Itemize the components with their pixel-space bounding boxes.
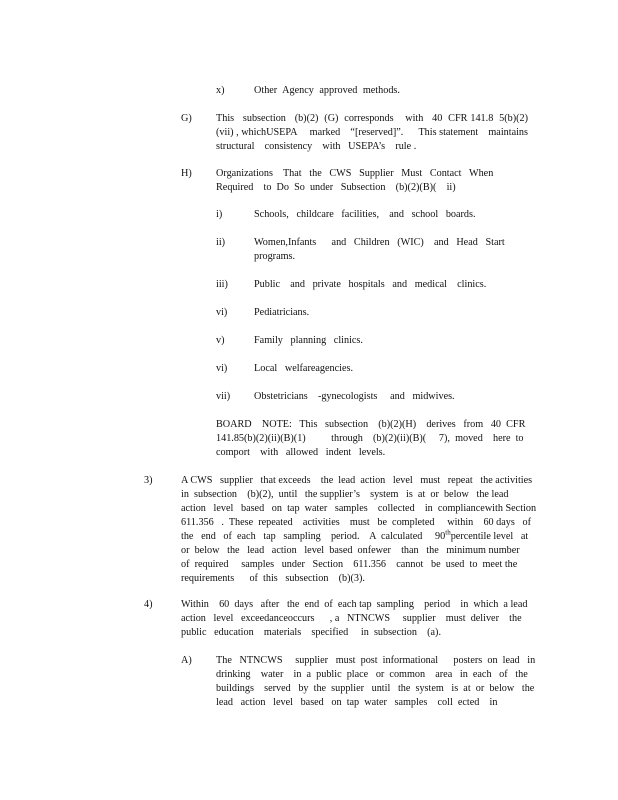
- item-h-label: H): [181, 168, 192, 179]
- item-3-superscript: th: [445, 528, 451, 537]
- h-sub-text: Family planning clinics.: [254, 335, 363, 346]
- h-sub-label: ii): [216, 237, 226, 248]
- item-4-label: 4): [144, 599, 153, 610]
- item-x-text: Other Agency approved methods.: [254, 85, 400, 96]
- item-3-label: 3): [144, 475, 153, 486]
- item-a-text: The NTNCWS supplier must post informational posters on lead in drinking water in a public place or common area in each of the buildings served by the supplier until the system is at or below the lead action level based on tap water samples coll ected in: [216, 655, 538, 708]
- h-sub-text: Public and private hospitals and medical clinics.: [254, 279, 487, 290]
- h-sub-text: Local welfareagencies.: [254, 363, 353, 374]
- h-sub-label: iii): [216, 279, 228, 290]
- h-sub-label: vi): [216, 363, 228, 374]
- item-h-text: Organizations That the CWS Supplier Must Contact When Required to Do So under Subsection (b)(2)(B)( ii): [216, 168, 496, 193]
- h-sub-label: vi): [216, 307, 228, 318]
- item-x-label: x): [216, 85, 225, 96]
- board-note: BOARD NOTE: This subsection (b)(2)(H) derives from 40 CFR 141.85(b)(2)(ii)(B)(1) through (b)(2)(ii)(B)( 7), moved here to comport with allowed indent levels.: [216, 419, 528, 458]
- h-sub-label: i): [216, 209, 223, 220]
- item-a-label: A): [181, 655, 192, 666]
- h-sub-text: Pediatricians.: [254, 307, 310, 318]
- h-sub-text: Obstetricians -gynecologists and midwives.: [254, 391, 455, 402]
- h-sub-label: vii): [216, 391, 231, 402]
- h-sub-text: Schools, childcare facilities, and school boards.: [254, 209, 476, 220]
- item-3-text-b: percentile level at or below the lead action level based onfewer than the minimum number of required samples under Section 611.356 cannot be used to meet the requirements of this subsection (b)(3).: [181, 531, 534, 584]
- item-g-label: G): [181, 113, 192, 124]
- item-3-text-a: A CWS supplier that exceeds the lead action level must repeat the activities in subsection (b)(2), until the supplier’s system is at or below the lead action level based on tap water samples collected in compliancewith Section 611.356 . These repeated activities must be completed within 60 days of the end of each tap sampling period. A calculated 90: [181, 475, 547, 542]
- item-3-text: [181, 474, 547, 586]
- h-sub-label: v): [216, 335, 225, 346]
- item-g-text: This subsection (b)(2) (G) corresponds with 40 CFR 141.8 5(b)(2) (vii) , whichUSEPA marked “[reserved]”. This statement maintains structural consistency with USEPA’s rule .: [216, 113, 539, 152]
- item-4-text: Within 60 days after the end of each tap sampling period in which a lead action level exceedanceoccurs , a NTNCWS supplier must deliver the public education materials specified in subsection (a).: [181, 599, 530, 638]
- h-sub-text: Women,Infants and Children (WIC) and Head Start programs.: [254, 237, 508, 262]
